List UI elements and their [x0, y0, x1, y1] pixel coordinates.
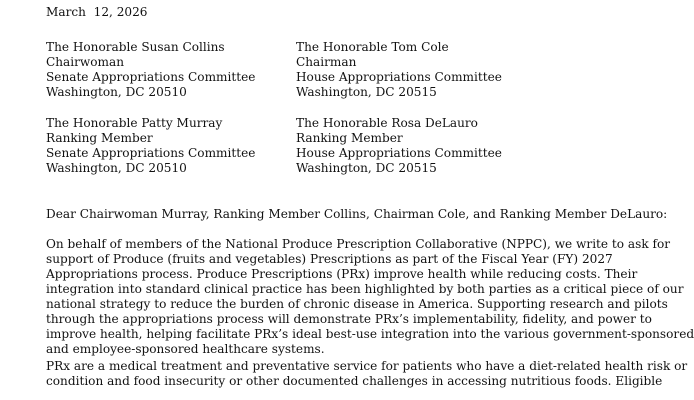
paragraph-line: Appropriations process. Produce Prescriptions (PRx) improve health while reducing costs. Their — [46, 267, 638, 281]
recipient-committee: House Appropriations Committee — [296, 146, 502, 160]
recipient-title: Ranking Member — [296, 131, 403, 145]
paragraph-line: On behalf of members of the National Produce Prescription Collaborative (NPPC), we write to ask for — [46, 237, 671, 251]
recipient-address-cole — [296, 40, 566, 100]
recipient-address-murray — [46, 116, 316, 176]
paragraph-line: condition and food insecurity or other documented challenges in accessing nutritious foods. Eligible — [46, 374, 663, 388]
recipient-name: The Honorable Tom Cole — [296, 40, 449, 54]
recipient-title: Chairman — [296, 55, 357, 69]
letter-date: March 12, 2026 — [46, 5, 148, 19]
recipient-title: Chairwoman — [46, 55, 125, 69]
recipient-address-delauro — [296, 116, 566, 176]
recipient-committee: House Appropriations Committee — [296, 70, 502, 84]
recipient-city: Washington, DC 20510 — [46, 85, 187, 99]
recipient-name: The Honorable Patty Murray — [46, 116, 223, 130]
recipient-title: Ranking Member — [46, 131, 153, 145]
body-paragraph-2 — [46, 359, 688, 389]
paragraph-line: integration into standard clinical practice has been highlighted by both parties as a critical piece of our — [46, 282, 684, 296]
paragraph-line: and employee-sponsored healthcare systems. — [46, 342, 325, 356]
recipient-address-collins — [46, 40, 316, 100]
recipient-name: The Honorable Rosa DeLauro — [296, 116, 478, 130]
paragraph-line: national strategy to reduce the burden of chronic disease in America. Supporting research and pilots — [46, 297, 668, 311]
paragraph-line: through the appropriations process will demonstrate PRx’s implementability, fidelity, and power to — [46, 312, 652, 326]
recipient-committee: Senate Appropriations Committee — [46, 146, 256, 160]
letter-salutation: Dear Chairwoman Murray, Ranking Member Collins, Chairman Cole, and Ranking Member DeLauro: — [46, 207, 668, 221]
recipient-city: Washington, DC 20510 — [46, 161, 187, 175]
paragraph-line: PRx are a medical treatment and preventative service for patients who have a diet-related health risk or — [46, 359, 688, 373]
paragraph-line: improve health, helping facilitate PRx’s ideal best-use integration into the various government-sponsored — [46, 327, 694, 341]
recipient-city: Washington, DC 20515 — [296, 85, 437, 99]
recipient-name: The Honorable Susan Collins — [46, 40, 225, 54]
recipient-committee: Senate Appropriations Committee — [46, 70, 256, 84]
recipient-city: Washington, DC 20515 — [296, 161, 437, 175]
paragraph-line: support of Produce (fruits and vegetables) Prescriptions as part of the Fiscal Year (FY) 2027 — [46, 252, 613, 266]
body-paragraph-1 — [46, 237, 694, 357]
